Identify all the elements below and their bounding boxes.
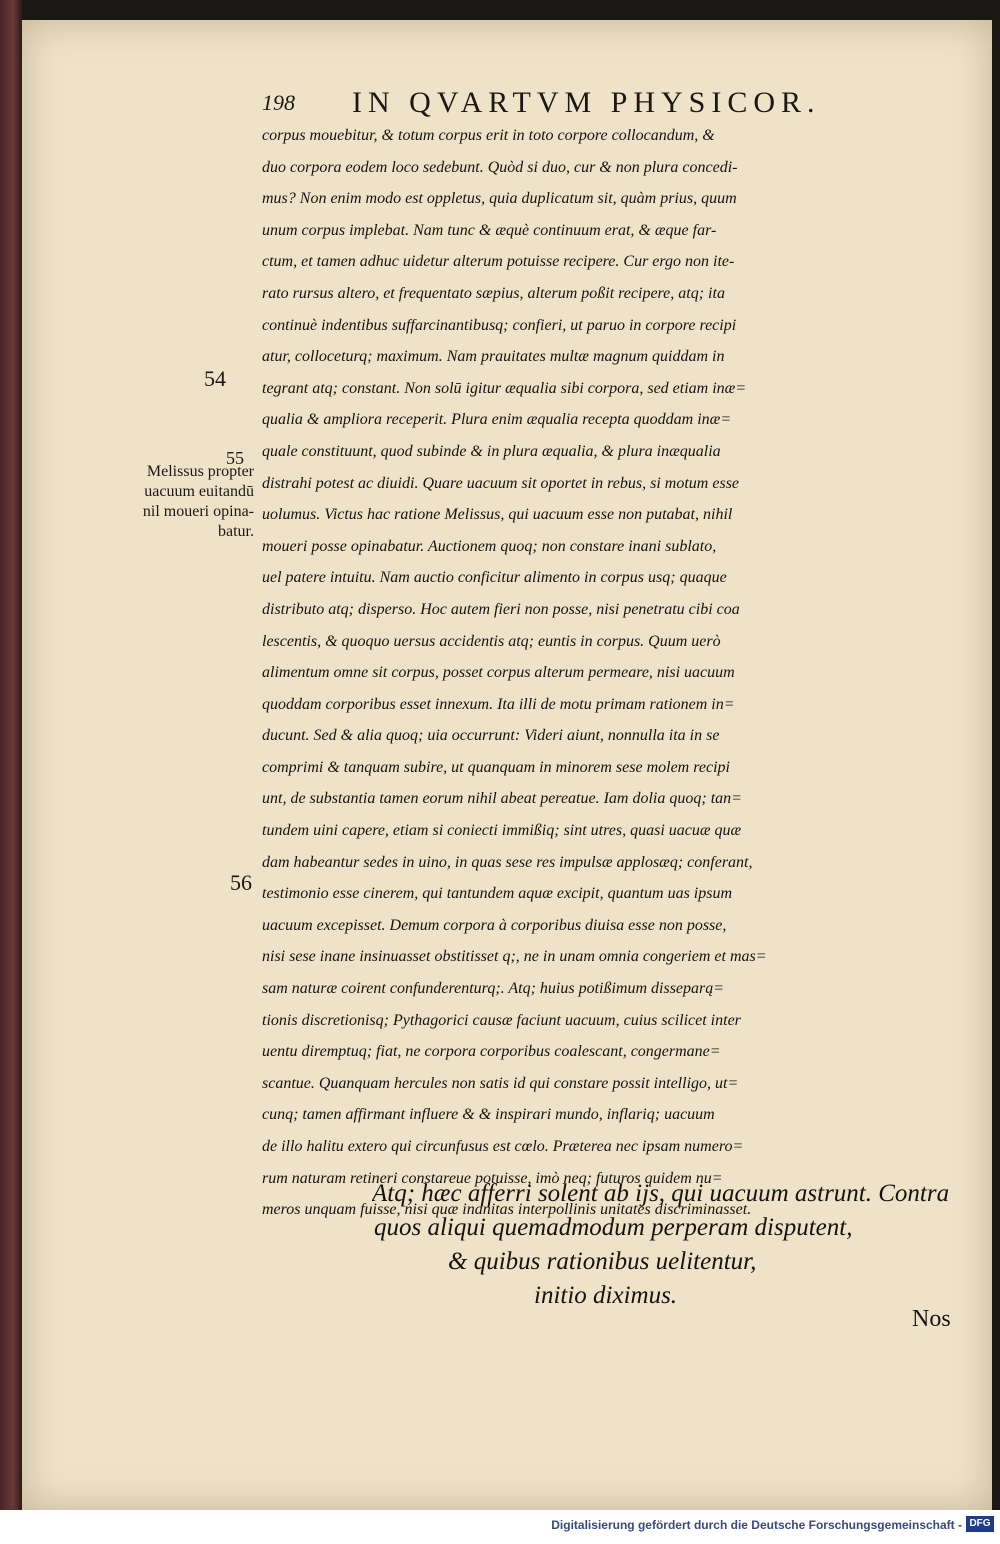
text-line: rato rursus altero, et frequentato sæpius, alterum poßit recipere, atq; ita xyxy=(262,284,725,302)
main-text xyxy=(262,120,952,1226)
margin-number-55: 55 xyxy=(226,448,244,468)
text-line: lescentis, & quoquo uersus accidentis atq; euntis in corpus. Quum uerò xyxy=(262,632,721,650)
closing-line: & quibus rationibus uelitentur, xyxy=(448,1248,757,1275)
text-line: atur, colloceturq; maximum. Nam prauitates multæ magnum quiddam in xyxy=(262,348,725,366)
dfg-logo: DFG xyxy=(966,1516,994,1532)
text-line: de illo halitu extero qui circunfusus est cœlo. Præterea nec ipsam numero= xyxy=(262,1138,744,1155)
catchword: Nos xyxy=(912,1306,951,1332)
text-line: tundem uini capere, etiam si coniecti immißiq; sint utres, quasi uacuæ quæ xyxy=(262,822,742,840)
text-line: duo corpora eodem loco sedebunt. Quòd si duo, cur & non plura concedi- xyxy=(262,158,738,176)
binding-edge xyxy=(0,0,22,1510)
text-line: scantue. Quanquam hercules non satis id qui constare possit intelligo, ut= xyxy=(262,1074,739,1092)
text-line: rum naturam retineri constareue potuisse, imò neq; futuros quidem nu= xyxy=(262,1169,723,1187)
text-line: uentu diremptuq; fiat, ne corpora corporibus coalescant, congermane= xyxy=(262,1043,721,1061)
text-line: moueri posse opinabatur. Auctionem quoq; non constare inani sublato, xyxy=(262,537,717,555)
text-line: nisi sese inane insinuasset obstitisset q;, ne in unam omnia congeriem et mas= xyxy=(262,948,767,966)
text-line: sam naturæ coirent confunderenturq;. Atq; huius potißimum disseparą= xyxy=(262,980,725,998)
text-line: testimonio esse cinerem, qui tantundem aquæ excipit, quantum uas ipsum xyxy=(262,885,733,903)
text-line: cunq; tamen affirmant influere & & inspirari mundo, inflariq; uacuum xyxy=(262,1106,715,1124)
text-line: uacuum excepisset. Demum corpora à corporibus diuisa esse non posse, xyxy=(262,916,727,934)
margin-note xyxy=(112,462,254,542)
margin-note-line: batur. xyxy=(218,523,254,540)
text-line: tegrant atq; constant. Non solū igitur æqualia sibi corpora, sed etiam inæ= xyxy=(262,379,747,397)
footer-credit: Digitalisierung gefördert durch die Deutsche Forschungsgemeinschaft - xyxy=(551,1518,962,1532)
text-line: corpus mouebitur, & totum corpus erit in toto corpore collocandum, & xyxy=(262,127,715,144)
text-line: uel patere intuitu. Nam auctio conficitur alimento in corpus usq; quaque xyxy=(262,569,727,587)
margin-number-56: 56 xyxy=(230,870,252,895)
text-line: unum corpus implebat. Nam tunc & æquè continuum erat, & æque far- xyxy=(262,221,717,239)
folio-number: 198 xyxy=(262,90,295,115)
margin-number-54: 54 xyxy=(204,366,226,391)
text-line: quoddam corporibus esset innexum. Ita illi de motu primam rationem in= xyxy=(262,695,735,713)
closing-line: quos aliqui quemadmodum perperam disputent, xyxy=(374,1214,853,1241)
text-line: meros unquam fuisse, nisi quæ inanitas interpollinis unitates discriminasset. xyxy=(262,1201,752,1219)
text-line: alimentum omne sit corpus, posset corpus alterum permeare, nisi uacuum xyxy=(262,664,735,682)
text-line: qualia & ampliora receperit. Plura enim æqualia recepta quoddam inæ= xyxy=(262,411,732,429)
margin-note-line: Melissus propter xyxy=(146,463,254,480)
text-line: tionis discretionisq; Pythagorici causæ faciunt uacuum, cuius scilicet inter xyxy=(262,1011,741,1029)
margin-note-line: nil moueri opina- xyxy=(142,503,254,520)
closing-line: initio diximus. xyxy=(534,1282,678,1309)
text-line: continuè indentibus suffarcinantibusq; confieri, ut paruo in corpore recipi xyxy=(262,316,737,334)
text-line: comprimi & tanquam subire, ut quanquam in minorem sese molem recipi xyxy=(262,758,730,776)
text-line: mus? Non enim modo est oppletus, quia duplicatum sit, quàm prius, quum xyxy=(262,190,737,208)
text-line: distrahi potest ac diuidi. Quare uacuum sit oportet in rebus, si motum esse xyxy=(262,474,740,492)
text-line: ctum, et tamen adhuc uidetur alterum potuisse recipere. Cur ergo non ite- xyxy=(262,253,735,271)
text-line: quale constituunt, quod subinde & in plura æqualia, & plura inæqualia xyxy=(262,442,721,460)
text-line: unt, de substantia tamen eorum nihil abeat pereatue. Iam dolia quoq; tan= xyxy=(262,790,742,808)
margin-note-line: uacuum euitandū xyxy=(144,483,254,500)
closing-line: Atq; hæc afferri solent ab ijs, qui uacuum astrunt. Contra xyxy=(372,1180,950,1207)
text-line: distributo atq; disperso. Hoc autem fieri non posse, nisi penetratu cibi coa xyxy=(262,600,740,618)
text-line: ducunt. Sed & alia quoq; uia occurrunt: Videri aiunt, nonnulla ita in se xyxy=(262,727,720,745)
running-title: IN QVARTVM PHYSICOR. xyxy=(352,86,821,119)
text-line: uolumus. Victus hac ratione Melissus, qui uacuum esse non putabat, nihil xyxy=(262,506,733,524)
text-line: dam habeantur sedes in uino, in quas sese res impulsæ applosæq; conferant, xyxy=(262,853,753,871)
